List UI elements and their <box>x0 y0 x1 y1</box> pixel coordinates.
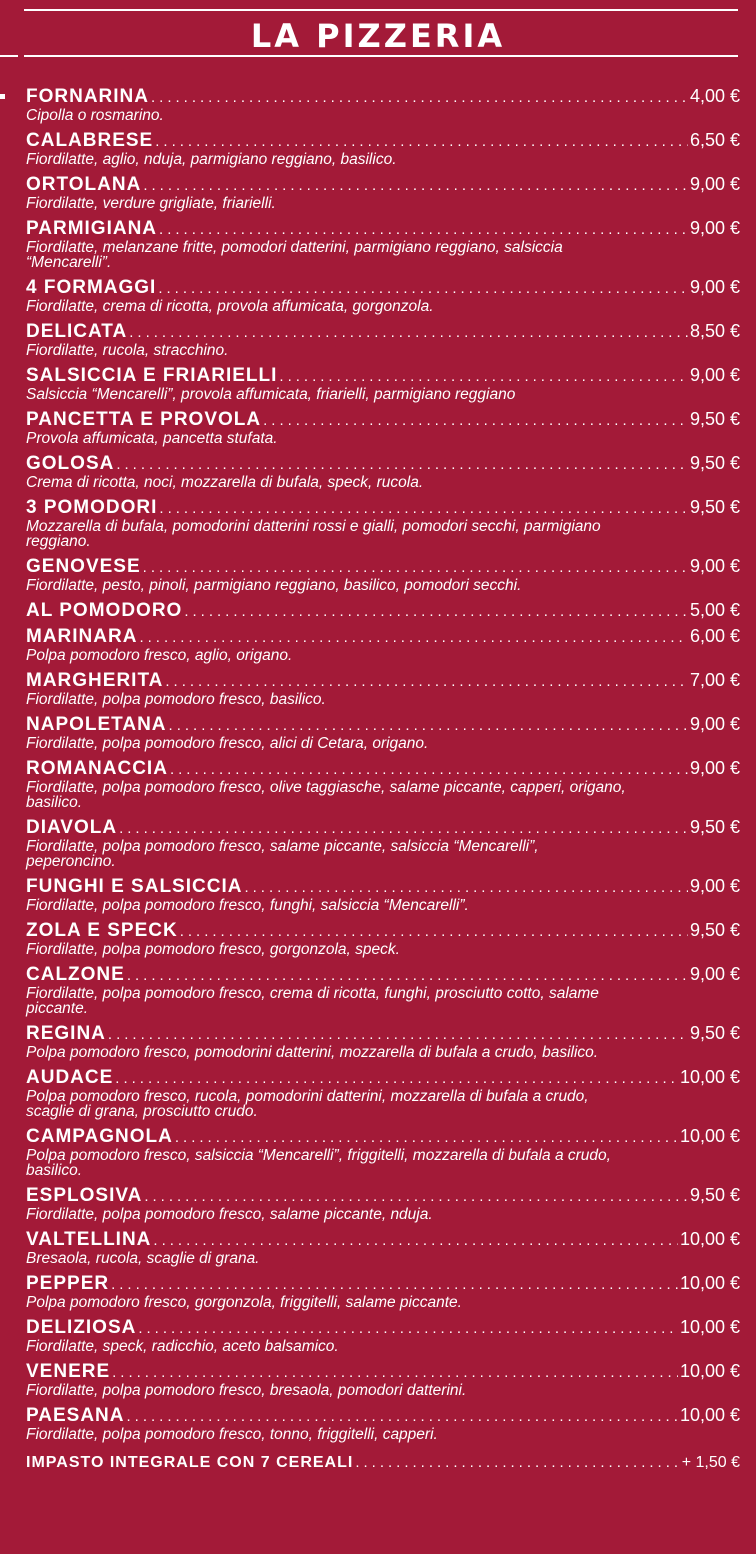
menu-item-row <box>26 128 740 152</box>
item-name: MARINARA <box>26 626 138 647</box>
menu-item-row <box>26 1315 740 1339</box>
item-name: VENERE <box>26 1361 111 1382</box>
item-description: Polpa pomodoro fresco, gorgonzola, friggitelli, salame piccante. <box>26 1294 462 1311</box>
item-description: Polpa pomodoro fresco, rucola, pomodorini datterini, mozzarella di bufala a crudo, scaglie di grana, prosciutto crudo. <box>26 1088 589 1120</box>
item-name: CALABRESE <box>26 130 154 151</box>
item-price: 5,00 € <box>689 600 740 620</box>
item-price: 9,50 € <box>689 1023 740 1043</box>
menu-item-row <box>26 495 740 519</box>
menu-item <box>26 815 740 874</box>
menu-item-row <box>26 668 740 692</box>
item-price: 10,00 € <box>679 1361 740 1381</box>
menu-item-row <box>26 1124 740 1148</box>
leader-dots <box>151 86 688 110</box>
item-description: Fiordilatte, polpa pomodoro fresco, basilico. <box>26 691 326 708</box>
item-price: + 1,50 € <box>681 1454 740 1471</box>
item-price: 9,00 € <box>689 714 740 734</box>
item-description: Fiordilatte, melanzane fritte, pomodori datterini, parmigiano reggiano, salsiccia “Mencarelli”. <box>26 239 563 271</box>
item-price: 9,50 € <box>689 497 740 517</box>
item-price: 10,00 € <box>679 1067 740 1087</box>
menu-item-row <box>26 554 740 578</box>
item-price: 9,00 € <box>689 556 740 576</box>
item-description: Fiordilatte, aglio, nduja, parmigiano reggiano, basilico. <box>26 151 397 168</box>
menu-item-row <box>26 1451 740 1475</box>
item-price: 9,50 € <box>689 920 740 940</box>
item-name: ZOLA E SPECK <box>26 920 178 941</box>
item-name: NAPOLETANA <box>26 714 167 735</box>
item-description: Fiordilatte, crema di ricotta, provola affumicata, gorgonzola. <box>26 298 434 315</box>
menu-item-row <box>26 84 740 108</box>
item-name: REGINA <box>26 1023 106 1044</box>
item-price: 10,00 € <box>679 1229 740 1249</box>
item-price: 9,00 € <box>689 218 740 238</box>
menu-item-row <box>26 1403 740 1427</box>
item-price: 9,00 € <box>689 277 740 297</box>
menu-item <box>26 275 740 319</box>
menu-item <box>26 1359 740 1403</box>
menu-item-row <box>26 874 740 898</box>
item-price: 9,00 € <box>689 758 740 778</box>
menu-item <box>26 1315 740 1359</box>
top-rule <box>24 9 738 11</box>
item-description: Fiordilatte, polpa pomodoro fresco, alici di Cetara, origano. <box>26 735 429 752</box>
menu-item <box>26 918 740 962</box>
item-name: FORNARINA <box>26 86 149 107</box>
item-description: Cipolla o rosmarino. <box>26 107 164 124</box>
item-price: 9,00 € <box>689 964 740 984</box>
menu-item <box>26 84 740 128</box>
item-price: 10,00 € <box>679 1317 740 1337</box>
item-description: Fiordilatte, polpa pomodoro fresco, salame piccante, salsiccia “Mencarelli”, peperoncino. <box>26 838 539 870</box>
menu-item-row <box>26 1271 740 1295</box>
item-price: 7,00 € <box>689 670 740 690</box>
item-description: Fiordilatte, polpa pomodoro fresco, salame piccante, nduja. <box>26 1206 433 1223</box>
item-name: AL POMODORO <box>26 600 183 621</box>
leader-dots <box>355 1451 679 1475</box>
item-price: 9,00 € <box>689 174 740 194</box>
menu-item-row <box>26 1021 740 1045</box>
item-name: PEPPER <box>26 1273 110 1294</box>
item-description: Crema di ricotta, noci, mozzarella di bufala, speck, rucola. <box>26 474 424 491</box>
item-description: Mozzarella di bufala, pomodorini datterini rossi e gialli, pomodori secchi, parmigiano reggiano. <box>26 518 601 550</box>
item-price: 6,00 € <box>689 626 740 646</box>
menu-item-row <box>26 598 740 622</box>
menu-item <box>26 1183 740 1227</box>
item-description: Fiordilatte, verdure grigliate, friarielli. <box>26 195 276 212</box>
menu-item <box>26 598 740 624</box>
menu-item-row <box>26 815 740 839</box>
menu-item <box>26 216 740 275</box>
menu-item <box>26 1021 740 1065</box>
menu-item-row <box>26 407 740 431</box>
page-title: LA PIZZERIA <box>250 17 506 55</box>
menu-item <box>26 319 740 363</box>
menu-item <box>26 407 740 451</box>
menu-item-row <box>26 172 740 196</box>
item-description: Salsiccia “Mencarelli”, provola affumicata, friarielli, parmigiano reggiano <box>26 386 516 403</box>
item-price: 9,50 € <box>689 409 740 429</box>
item-price: 9,00 € <box>689 876 740 896</box>
left-rule <box>0 55 18 57</box>
item-description: Provola affumicata, pancetta stufata. <box>26 430 278 447</box>
item-price: 4,00 € <box>689 86 740 106</box>
menu-item <box>26 1124 740 1183</box>
item-name: 4 FORMAGGI <box>26 277 157 298</box>
menu-item <box>26 1271 740 1315</box>
menu-item-row <box>26 1359 740 1383</box>
item-price: 9,00 € <box>689 365 740 385</box>
menu-item <box>26 668 740 712</box>
bullet-marker <box>0 94 5 99</box>
item-name: CALZONE <box>26 964 125 985</box>
menu-item <box>26 1065 740 1124</box>
item-description: Polpa pomodoro fresco, pomodorini datterini, mozzarella di bufala a crudo, basilico. <box>26 1044 599 1061</box>
menu-item-row <box>26 216 740 240</box>
item-name: PANCETTA E PROVOLA <box>26 409 262 430</box>
item-name: ROMANACCIA <box>26 758 168 779</box>
item-name: PARMIGIANA <box>26 218 158 239</box>
menu-item-row <box>26 1183 740 1207</box>
menu-item <box>26 1227 740 1271</box>
item-price: 6,50 € <box>689 130 740 150</box>
menu-item <box>26 554 740 598</box>
leader-dots <box>184 600 688 624</box>
item-price: 9,50 € <box>689 817 740 837</box>
item-name: 3 POMODORI <box>26 497 158 518</box>
item-name: DELIZIOSA <box>26 1317 137 1338</box>
menu-item <box>26 495 740 554</box>
item-name: GOLOSA <box>26 453 115 474</box>
item-name: PAESANA <box>26 1405 125 1426</box>
menu-item-row <box>26 451 740 475</box>
menu-item-row <box>26 319 740 343</box>
item-name: SALSICCIA E FRIARIELLI <box>26 365 278 386</box>
item-price: 9,50 € <box>689 453 740 473</box>
item-description: Fiordilatte, polpa pomodoro fresco, olive taggiasche, salame piccante, capperi, origano, basilico. <box>26 779 626 811</box>
menu-item-row <box>26 962 740 986</box>
menu-item <box>26 712 740 756</box>
extra-dough-item <box>26 1451 740 1475</box>
item-price: 9,50 € <box>689 1185 740 1205</box>
item-description: Fiordilatte, polpa pomodoro fresco, crema di ricotta, funghi, prosciutto cotto, salame piccante. <box>26 985 599 1017</box>
menu-item-row <box>26 275 740 299</box>
item-description: Fiordilatte, speck, radicchio, aceto balsamico. <box>26 1338 339 1355</box>
leader-dots <box>263 409 688 433</box>
item-description: Fiordilatte, polpa pomodoro fresco, tonno, friggitelli, capperi. <box>26 1426 438 1443</box>
item-description: Fiordilatte, polpa pomodoro fresco, funghi, salsiccia “Mencarelli”. <box>26 897 469 914</box>
item-name: DELICATA <box>26 321 128 342</box>
item-name: ESPLOSIVA <box>26 1185 143 1206</box>
item-description: Polpa pomodoro fresco, aglio, origano. <box>26 647 293 664</box>
item-price: 8,50 € <box>689 321 740 341</box>
menu-item-row <box>26 363 740 387</box>
item-price: 10,00 € <box>679 1405 740 1425</box>
menu-list <box>26 84 740 1475</box>
title-rule <box>24 55 738 57</box>
menu-item-row <box>26 712 740 736</box>
menu-item <box>26 756 740 815</box>
menu-item <box>26 172 740 216</box>
menu-item-row <box>26 624 740 648</box>
item-description: Fiordilatte, rucola, stracchino. <box>26 342 229 359</box>
item-name: FUNGHI E SALSICCIA <box>26 876 243 897</box>
menu-item-row <box>26 1227 740 1251</box>
menu-item <box>26 363 740 407</box>
item-description: Polpa pomodoro fresco, salsiccia “Mencarelli”, friggitelli, mozzarella di bufala a crudo, basilico. <box>26 1147 611 1179</box>
menu-item-row <box>26 756 740 780</box>
item-description: Fiordilatte, polpa pomodoro fresco, bresaola, pomodori datterini. <box>26 1382 467 1399</box>
item-name: GENOVESE <box>26 556 141 577</box>
item-price: 10,00 € <box>679 1273 740 1293</box>
menu-item-row <box>26 1065 740 1089</box>
item-name: CAMPAGNOLA <box>26 1126 173 1147</box>
menu-item <box>26 1403 740 1447</box>
item-name: VALTELLINA <box>26 1229 152 1250</box>
menu-item <box>26 128 740 172</box>
item-description: Fiordilatte, polpa pomodoro fresco, gorgonzola, speck. <box>26 941 400 958</box>
menu-item <box>26 874 740 918</box>
item-description: Bresaola, rucola, scaglie di grana. <box>26 1250 260 1267</box>
menu-item <box>26 451 740 495</box>
item-description: Fiordilatte, pesto, pinoli, parmigiano reggiano, basilico, pomodori secchi. <box>26 577 522 594</box>
menu-item-row <box>26 918 740 942</box>
item-name: AUDACE <box>26 1067 114 1088</box>
item-name: MARGHERITA <box>26 670 164 691</box>
item-name: IMPASTO INTEGRALE CON 7 CEREALI <box>26 1454 354 1471</box>
item-name: DIAVOLA <box>26 817 118 838</box>
menu-item <box>26 962 740 1021</box>
item-name: ORTOLANA <box>26 174 142 195</box>
menu-item <box>26 624 740 668</box>
item-price: 10,00 € <box>679 1126 740 1146</box>
